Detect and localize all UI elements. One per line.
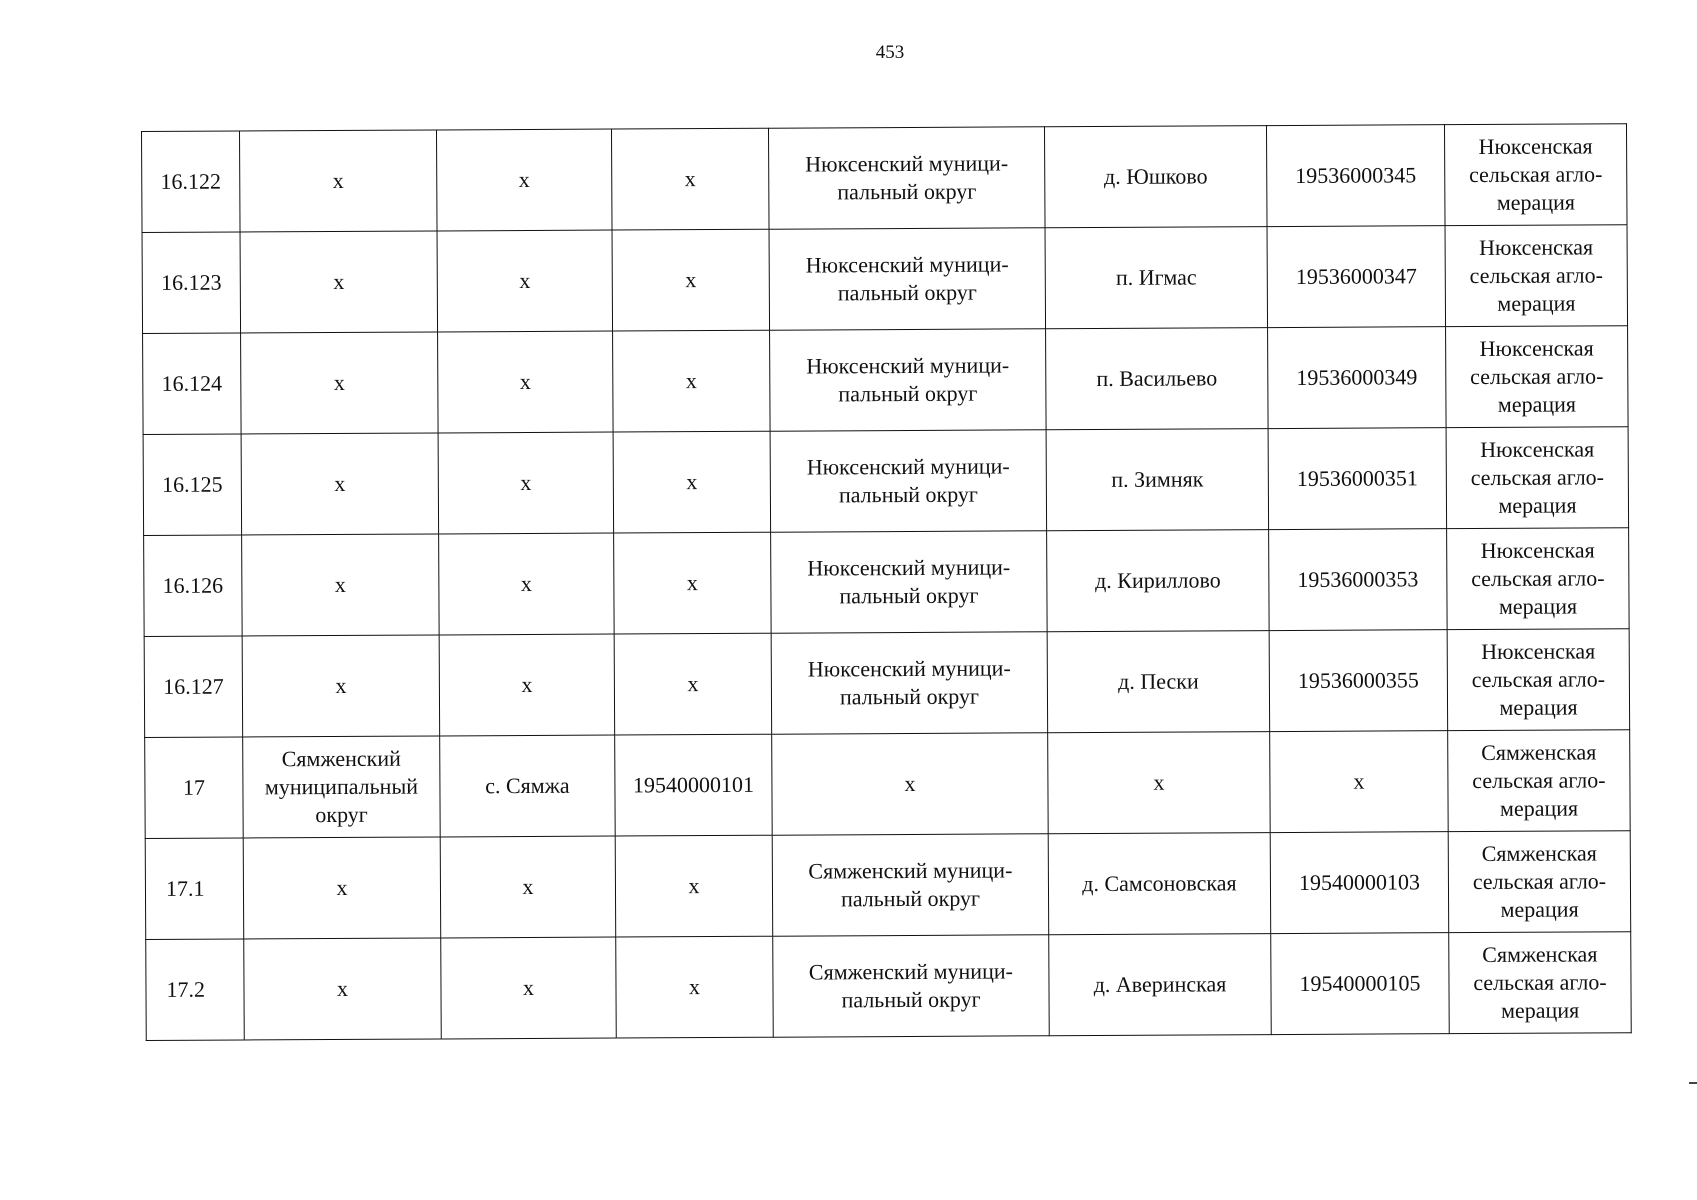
oktmo-code-cell: 19536000347	[1267, 226, 1446, 328]
oktmo-code-cell: 19540000103	[1270, 832, 1449, 934]
row-number-cell: 17	[145, 737, 244, 839]
center-oktmo-cell: 19540000101	[615, 734, 773, 836]
row-number-cell: 16.122	[142, 131, 241, 233]
oktmo-code-cell: 19536000353	[1269, 529, 1448, 631]
district-cell: х	[242, 534, 440, 636]
settlement-cell: д. Пески	[1047, 631, 1270, 733]
table-row	[144, 528, 1630, 637]
district-cell: х	[242, 635, 440, 737]
center-oktmo-cell: х	[613, 330, 771, 432]
row-number-cell: 17.1	[145, 838, 244, 940]
oktmo-code-cell: 19536000351	[1268, 428, 1447, 530]
center-cell: с. Сямжа	[440, 735, 616, 837]
table-row	[144, 629, 1630, 738]
municipal-okrug-cell: Нюксенский муници- пальный округ	[770, 430, 1047, 532]
center-cell: х	[439, 634, 615, 736]
center-oktmo-cell: х	[613, 431, 771, 533]
row-number-cell: 16.123	[142, 232, 241, 334]
center-oktmo-cell: х	[614, 532, 772, 634]
oktmo-code-cell: 19540000105	[1271, 933, 1450, 1035]
center-oktmo-cell: х	[611, 128, 769, 230]
table-row	[145, 730, 1631, 839]
municipal-okrug-cell: Нюксенский муници- пальный округ	[770, 329, 1047, 431]
row-number-cell: 16.127	[144, 636, 243, 738]
district-cell: х	[241, 332, 439, 434]
center-cell: х	[436, 129, 612, 231]
district-cell: Сямженский муниципальный округ	[243, 736, 441, 838]
agglomeration-cell: Нюксенская сельская агло- мерация	[1446, 326, 1629, 428]
center-cell: х	[438, 432, 614, 534]
district-cell: х	[241, 433, 439, 535]
row-number-cell: 16.126	[144, 535, 243, 637]
oktmo-code-cell: х	[1270, 731, 1449, 833]
oktmo-code-cell: 19536000349	[1268, 327, 1447, 429]
settlement-cell: п. Зимняк	[1046, 429, 1269, 531]
municipal-okrug-cell: Сямженский муници- пальный округ	[772, 834, 1049, 936]
center-oktmo-cell: х	[614, 633, 772, 735]
agglomeration-cell: Нюксенская сельская агло- мерация	[1447, 528, 1630, 630]
center-cell: х	[437, 230, 613, 332]
table-row	[146, 932, 1632, 1041]
settlement-cell: х	[1048, 732, 1271, 834]
settlement-cell: д. Аверинская	[1049, 934, 1272, 1036]
table-row	[142, 225, 1628, 334]
center-cell: х	[441, 937, 617, 1039]
settlements-table	[141, 123, 1632, 1041]
settlement-cell: д. Самсоновская	[1048, 833, 1271, 935]
center-oktmo-cell: х	[615, 835, 773, 937]
oktmo-code-cell: 19536000355	[1269, 630, 1448, 732]
agglomeration-cell: Нюксенская сельская агло- мерация	[1445, 225, 1628, 327]
municipal-okrug-cell: Нюксенский муници- пальный округ	[769, 228, 1046, 330]
agglomeration-cell: Нюксенская сельская агло- мерация	[1446, 427, 1629, 529]
page-number: 453	[875, 42, 905, 63]
table-row	[145, 831, 1631, 940]
municipal-okrug-cell: Нюксенский муници- пальный округ	[768, 127, 1045, 229]
agglomeration-cell: Нюксенская сельская агло- мерация	[1447, 629, 1630, 731]
oktmo-code-cell: 19536000345	[1266, 125, 1445, 227]
table-body	[142, 124, 1632, 1041]
settlement-cell: д. Кириллово	[1047, 530, 1270, 632]
center-oktmo-cell: х	[616, 936, 774, 1038]
municipal-okrug-cell: Сямженский муници- пальный округ	[773, 935, 1050, 1037]
center-cell: х	[440, 836, 616, 938]
row-number-cell: 16.124	[143, 333, 242, 435]
district-cell: х	[240, 130, 438, 232]
row-number-cell: 16.125	[143, 434, 242, 536]
agglomeration-cell: Сямженская сельская агло- мерация	[1448, 730, 1631, 832]
margin-mark	[1689, 1082, 1697, 1084]
district-cell: х	[243, 837, 441, 939]
table-row	[143, 326, 1629, 435]
agglomeration-cell: Сямженская сельская агло- мерация	[1449, 932, 1632, 1034]
center-cell: х	[439, 533, 615, 635]
settlement-cell: п. Игмас	[1045, 227, 1268, 329]
settlement-cell: д. Юшково	[1044, 126, 1267, 228]
center-cell: х	[438, 331, 614, 433]
municipal-okrug-cell: Нюксенский муници- пальный округ	[771, 531, 1048, 633]
district-cell: х	[244, 938, 442, 1040]
municipal-okrug-cell: х	[772, 733, 1049, 835]
district-cell: х	[240, 231, 438, 333]
municipal-okrug-cell: Нюксенский муници- пальный округ	[771, 632, 1048, 734]
table-row	[143, 427, 1629, 536]
settlement-cell: п. Васильево	[1046, 328, 1269, 430]
table-row	[142, 124, 1628, 233]
center-oktmo-cell: х	[612, 229, 770, 331]
agglomeration-cell: Сямженская сельская агло- мерация	[1448, 831, 1631, 933]
row-number-cell: 17.2	[146, 939, 245, 1041]
agglomeration-cell: Нюксенская сельская агло- мерация	[1444, 124, 1627, 226]
